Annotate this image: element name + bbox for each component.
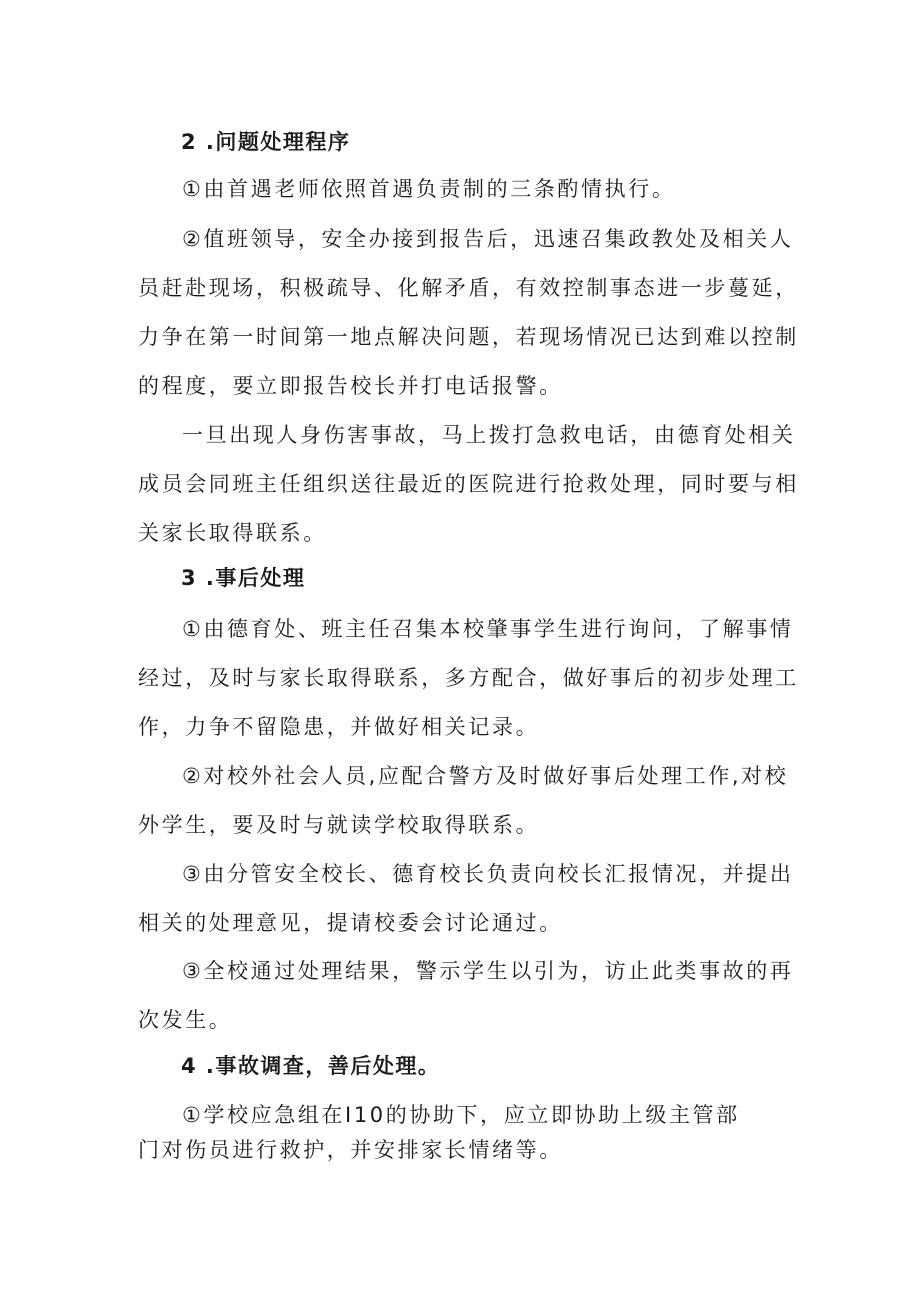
- paragraph-line: 外学生，要及时与就读学校取得联系。: [138, 813, 540, 837]
- paragraph-line: 一旦出现人身伤害事故，马上拨打急救电话，由德育处相关: [182, 423, 796, 447]
- paragraph-line: ③由分管安全校长、德育校长负责向校长汇报情况，并提出: [182, 862, 794, 886]
- paragraph-line: ③全校通过处理结果，警示学生以引为，访止此类事故的再: [182, 959, 794, 983]
- section-heading-4: 4 .事故调查，善后处理。: [181, 1054, 441, 1078]
- paragraph-line: 次发生。: [138, 1008, 233, 1032]
- paragraph-line: 成员会同班主任组织送往最近的医院进行抢救处理，同时要与相: [138, 472, 799, 496]
- paragraph-line: ①由德育处、班主任召集本校肇事学生进行询问，了解事情: [182, 617, 794, 641]
- paragraph-line: 门对伤员进行救护，并安排家长情绪等。: [138, 1138, 563, 1162]
- paragraph-line: 相关的处理意见，提请校委会讨论通过。: [138, 911, 563, 935]
- paragraph-line: ①学校应急组在I10的协助下，应立即协助上级主管部: [182, 1103, 740, 1127]
- paragraph-line: 关家长取得联系。: [138, 521, 327, 545]
- paragraph-line: ②值班领导，安全办接到报告后，迅速召集政教处及相关人: [182, 227, 794, 251]
- paragraph-line: ②对校外社会人员,应配合警方及时做好事后处理工作,对校: [182, 764, 789, 788]
- paragraph-line: 作，力争不留隐患，并做好相关记录。: [138, 715, 540, 739]
- paragraph-line: ①由首遇老师依照首遇负责制的三条酌情执行。: [182, 177, 676, 201]
- paragraph-line: 经过，及时与家长取得联系，多方配合，做好事后的初步处理工: [138, 666, 799, 690]
- section-heading-2: 2 .问题处理程序: [181, 130, 351, 154]
- paragraph-line: 的程度，要立即报告校长并打电话报警。: [138, 374, 563, 398]
- paragraph-line: 员赶赴现场，积极疏导、化解矛盾，有效控制事态进一步蔓延，: [138, 276, 799, 300]
- paragraph-line: 力争在第一时间第一地点解决问题，若现场情况已达到难以控制: [138, 325, 799, 349]
- section-heading-3: 3 .事后处理: [181, 566, 306, 590]
